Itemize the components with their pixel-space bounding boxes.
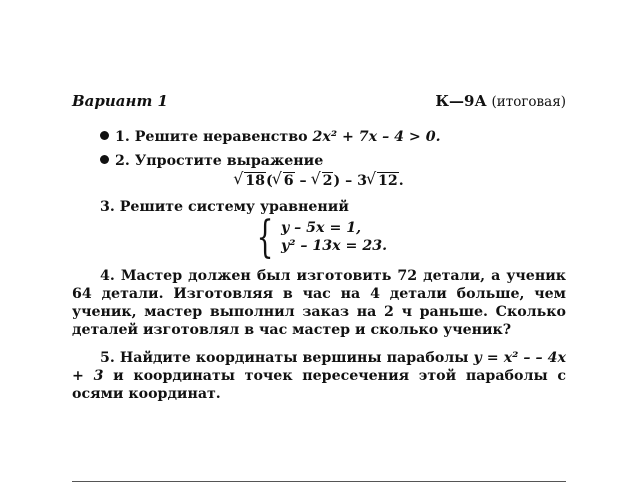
radicand: 18 — [245, 173, 265, 189]
task-text: Упростите выражение — [134, 153, 324, 169]
task-1 — [72, 128, 566, 146]
sqrt-symbol-icon — [312, 172, 334, 190]
radicand: 12 — [378, 173, 398, 189]
task-5 — [72, 349, 566, 403]
radicand: 6 — [283, 173, 294, 189]
test-kind: (итоговая) — [491, 94, 566, 110]
test-code — [435, 92, 566, 110]
equation-system — [72, 212, 566, 263]
task-formula: 2x² + 7x – 4 > 0. — [312, 129, 441, 145]
task-text: и координаты точек пересечения этой параболы с осями координат. — [72, 368, 566, 402]
task-number: 4. — [100, 268, 115, 284]
task-formula: y = x² – — [473, 350, 531, 366]
equation-line: y² – 13x = 23. — [280, 238, 388, 254]
sqrt-symbol-icon — [273, 172, 295, 190]
task-number: 5. — [100, 350, 115, 366]
task-4 — [72, 267, 566, 339]
equation-line: y – 5x = 1, — [280, 220, 362, 236]
task-3 — [72, 198, 566, 263]
sqrt-symbol-icon — [234, 172, 266, 190]
divider-line — [72, 481, 566, 482]
test-code-label: К—9А — [435, 92, 487, 110]
bullet-dot-icon — [100, 131, 109, 140]
sqrt-symbol-icon — [367, 172, 399, 190]
task-number: 2. — [115, 153, 130, 169]
worksheet-header — [72, 92, 566, 114]
task-text: Решите систему уравнений — [119, 199, 349, 215]
task-2 — [72, 152, 566, 190]
task-formula: √ 18(√ 6 – √ 2) – 3√ 12. — [72, 172, 566, 190]
brace-icon: { — [256, 212, 274, 263]
formula-end: . — [398, 173, 404, 189]
task-text: Найдите координаты вершины параболы — [119, 350, 469, 366]
worksheet — [72, 92, 566, 403]
task-number: 3. — [100, 199, 115, 215]
task-text: Решите неравенство — [134, 129, 308, 145]
formula-part: – 3 — [340, 173, 368, 189]
bullet-dot-icon — [100, 155, 109, 164]
variant-title: Вариант 1 — [72, 92, 168, 110]
task-text: Мастер должен был изготовить 72 детали, а ученик 64 детали. Изготовляя в час на 4 детали больше, чем ученик, мастер выполнил заказ на 2 ч раньше. Сколько деталей изготовлял в час мастер и сколько ученик? — [72, 268, 566, 338]
task-number: 1. — [115, 129, 130, 145]
task-formula: – 4x + 3 — [72, 350, 566, 384]
radicand: 2 — [322, 173, 333, 189]
